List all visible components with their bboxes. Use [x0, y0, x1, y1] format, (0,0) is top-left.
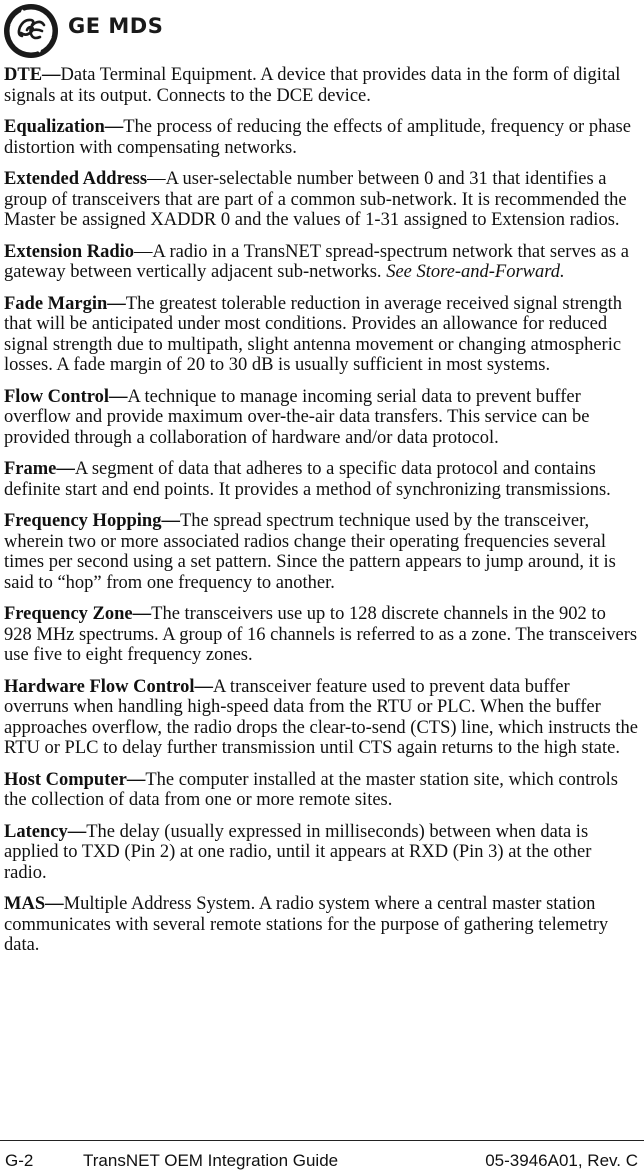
- glossary-definition: A segment of data that adheres to a specific data protocol and contains definite start and end points. It provides a method of synchronizing transmissions.: [4, 459, 611, 500]
- glossary-entry: [4, 604, 638, 666]
- guide-title: TransNET OEM Integration Guide: [83, 1151, 339, 1170]
- glossary-definition: The process of reducing the effects of amplitude, frequency or phase distortion with compensating networks.: [4, 117, 631, 158]
- glossary-term: Frequency Hopping: [4, 511, 162, 531]
- glossary-definition: The delay (usually expressed in milliseconds) between when data is applied to TXD (Pin 2) at one radio, until it appears at RXD (Pin 3) at the other radio.: [4, 821, 592, 883]
- glossary-entry: [4, 294, 638, 376]
- glossary-term: Extended Address: [4, 169, 148, 189]
- glossary-definition: Data Terminal Equipment. A device that provides data in the form of digital signals at its output. Connects to the DCE device.: [4, 65, 621, 106]
- glossary-entry: [4, 894, 638, 956]
- em-dash: —: [56, 459, 75, 479]
- glossary-term: Frame: [4, 459, 57, 479]
- brand-name: GE MDS: [68, 14, 164, 38]
- em-dash: —: [147, 169, 166, 189]
- glossary-definition: A transceiver feature used to prevent data buffer overruns when handling high-speed data from the RTU or PLC. When the buffer approaches overflow, the radio drops the clear-to-send (CTS) line, which instructs the RTU or PLC to delay further transmission until CTS again returns to the high state.: [4, 676, 638, 758]
- document-number: 05-3946A01, Rev. C: [485, 1151, 638, 1170]
- glossary-entry: [4, 242, 638, 283]
- glossary-entry: [4, 459, 638, 500]
- glossary-entry: [4, 169, 638, 231]
- glossary-entry: [4, 387, 638, 449]
- glossary-list: [4, 65, 638, 967]
- glossary-term: Flow Control: [4, 386, 110, 407]
- glossary-term: Hardware Flow Control: [4, 676, 195, 697]
- glossary-definition: A radio in a TransNET spread-spectrum network that serves as a gateway between vertically adjacent sub-networks.: [4, 241, 629, 282]
- em-dash: —: [104, 117, 124, 137]
- em-dash: —: [134, 241, 153, 262]
- glossary-entry: [4, 770, 638, 811]
- glossary-entry: [4, 822, 638, 884]
- glossary-definition: Multiple Address System. A radio system where a central master station communicates with several remote stations for the purpose of gathering telemetry data.: [4, 894, 609, 955]
- glossary-term: Fade Margin: [4, 293, 108, 314]
- em-dash: —: [126, 769, 146, 790]
- glossary-definition: The greatest tolerable reduction in average received signal strength that will be anticipated under most conditions. Provides an allowance for reduced signal strength due to multipath, slight antenna movement or changing atmospheric losses. A fade margin of 20 to 30 dB is usually sufficient in most systems.: [4, 293, 622, 375]
- glossary-term: DTE: [4, 65, 43, 85]
- glossary-term: MAS: [4, 894, 46, 914]
- em-dash: —: [45, 894, 64, 914]
- ge-logo-icon: [3, 3, 59, 59]
- em-dash: —: [67, 821, 87, 842]
- footer-divider: [0, 1140, 644, 1141]
- glossary-term: Frequency Zone: [4, 604, 133, 624]
- em-dash: —: [194, 676, 213, 697]
- glossary-entry: [4, 677, 638, 759]
- glossary-entry: [4, 65, 638, 106]
- glossary-term: Host Computer: [4, 769, 127, 790]
- glossary-term: Latency: [4, 821, 68, 842]
- glossary-definition: The transceivers use up to 128 discrete channels in the 902 to 928 MHz spectrums. A group of 16 channels is referred to as a zone. The transceivers use five to eight frequency zones.: [4, 604, 638, 665]
- see-reference: See Store-and-Forward.: [386, 262, 565, 282]
- glossary-definition: The spread spectrum technique used by the transceiver, wherein two or more associated radios change their operating frequencies several times per second using a set pattern. Since the pattern appears to jump around, it is said to “hop” from one frequency to another.: [4, 511, 616, 593]
- glossary-definition: A technique to manage incoming serial data to prevent buffer overflow and provide maximum over-the-air data transfers. This service can be provided through a collaboration of hardware and/or data protocol.: [4, 386, 590, 448]
- em-dash: —: [107, 293, 126, 314]
- glossary-term: Extension Radio: [4, 241, 135, 262]
- glossary-definition: The computer installed at the master station site, which controls the collection of data from one or more remote sites.: [4, 769, 618, 810]
- glossary-definition: A user-selectable number between 0 and 31 that identifies a group of transceivers that are part of a common sub-network. It is recommended the Master be assigned XADDR 0 and the values of 1-31 assigned to Extension radios.: [4, 169, 627, 230]
- em-dash: —: [132, 604, 152, 624]
- em-dash: —: [42, 65, 61, 85]
- glossary-entry: [4, 117, 638, 158]
- em-dash: —: [161, 511, 180, 531]
- page-number: G-2: [5, 1151, 34, 1170]
- glossary-term: Equalization: [4, 117, 105, 137]
- glossary-entry: [4, 511, 638, 593]
- page-header: [0, 0, 644, 62]
- em-dash: —: [109, 386, 128, 407]
